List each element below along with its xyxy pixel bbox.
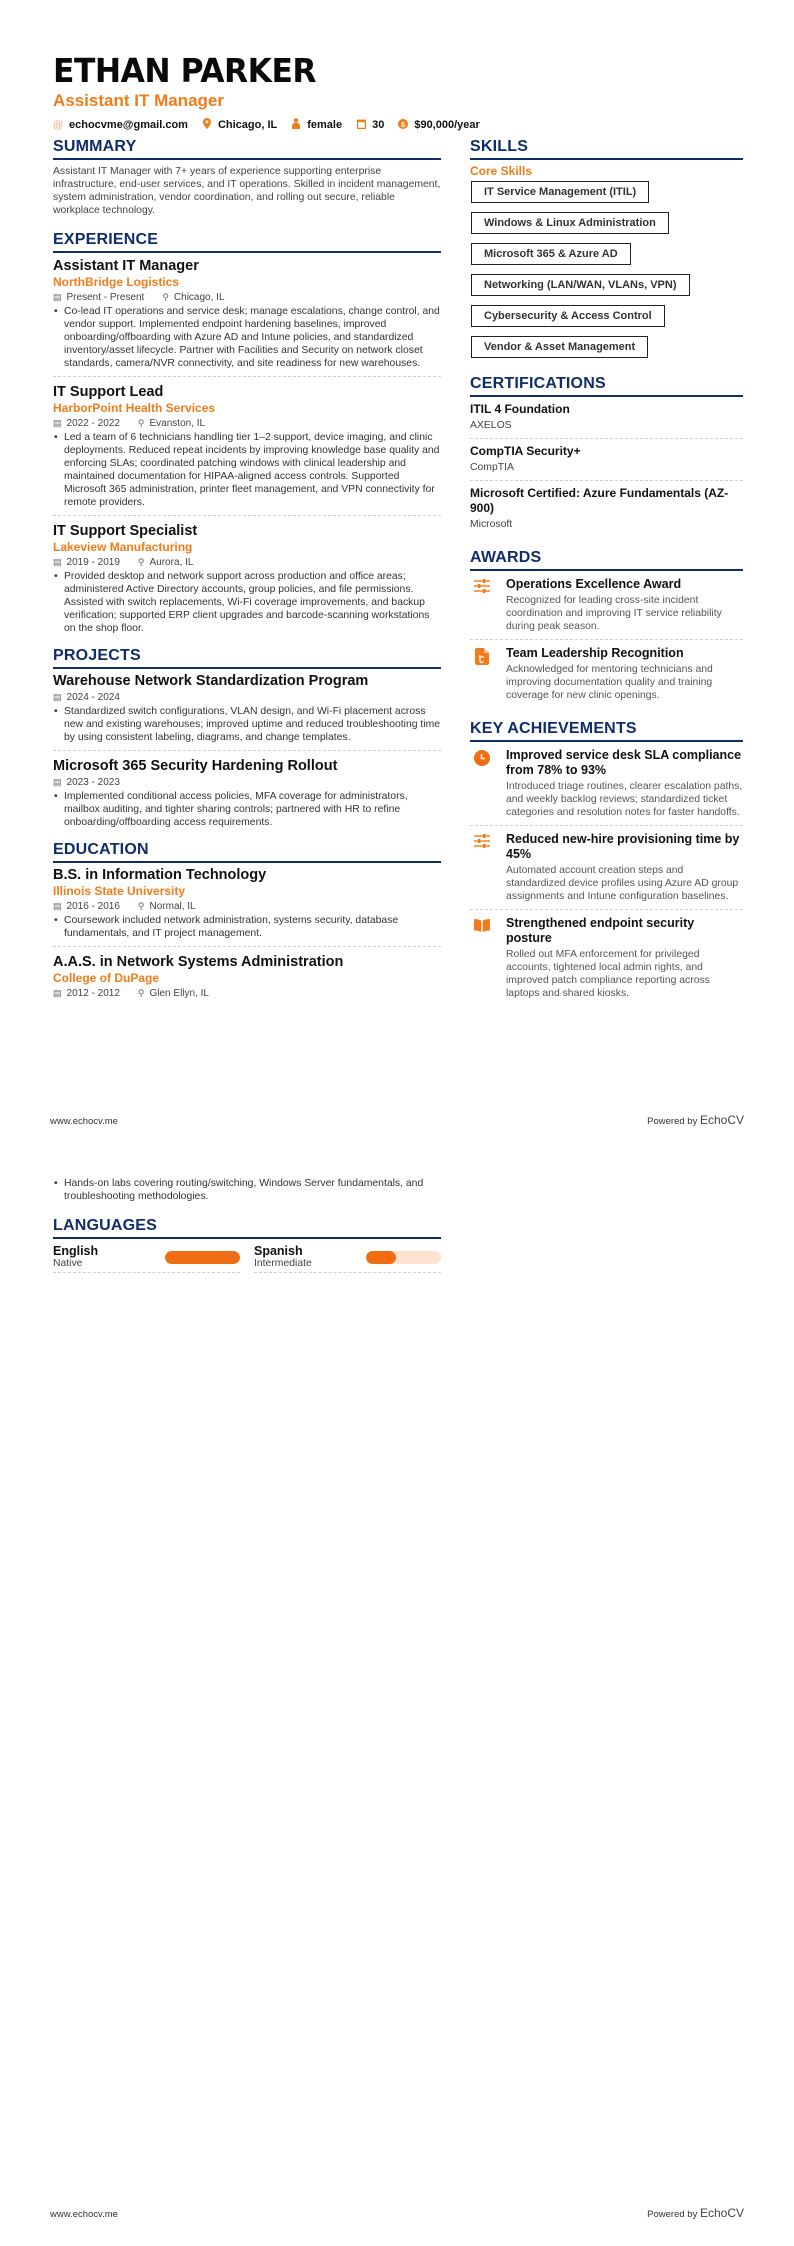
entry-title: A.A.S. in Network Systems Administration	[53, 954, 344, 970]
projects-heading: PROJECTS	[53, 647, 441, 669]
entry-title: IT Support Specialist	[53, 523, 198, 539]
entry-organization: NorthBridge Logistics	[53, 275, 180, 289]
resume-page-2	[0, 1150, 794, 2246]
calendar-icon: ▤	[53, 557, 62, 567]
entry-meta	[53, 417, 441, 430]
calendar-icon: ▤	[53, 418, 62, 428]
entry-dates: 2019 - 2019	[66, 557, 120, 568]
entry-organization: College of DuPage	[53, 971, 160, 985]
location-pin-icon: ⚲	[162, 292, 169, 302]
award-description: Acknowledged for mentoring technicians and improving documentation quality and training coverage for new clinic openings.	[506, 664, 713, 701]
entry-organization: HarborPoint Health Services	[53, 401, 216, 415]
achievement-description: Introduced triage routines, clearer escalation paths, and weekly backlog reviews; standardized ticket categories and resolution notes for faster handoffs.	[506, 781, 743, 818]
contact-age: 30	[356, 119, 384, 132]
skill-tag: IT Service Management (ITIL)	[471, 181, 649, 203]
award-title: Team Leadership Recognition	[506, 646, 684, 660]
language-entry	[254, 1244, 441, 1273]
book-icon	[470, 916, 494, 1000]
achievement-description: Automated account creation steps and standardized device profiles using Azure AD group assignments and Intune configuration baselines.	[506, 865, 739, 902]
bullet-item: • Standardized switch configurations, VLAN design, and Wi-Fi placement across new and existing warehouses; improved uptime and reduced troubleshooting time by using consistent labeling, diagrams, and change templates.	[53, 705, 441, 744]
certification-name: Microsoft Certified: Azure Fundamentals (AZ-900)	[470, 486, 729, 515]
achievement-title: Improved service desk SLA compliance from 78% to 93%	[506, 748, 742, 777]
achievement-entry	[470, 742, 743, 826]
experience-entry	[53, 377, 441, 516]
award-description: Recognized for leading cross-site incident coordination and improving IT service reliability during peak season.	[506, 595, 722, 632]
page-footer	[50, 1113, 744, 1127]
skill-tag: Networking (LAN/WAN, VLANs, VPN)	[471, 274, 690, 296]
certification-issuer: AXELOS	[470, 420, 512, 431]
person-icon	[291, 118, 301, 132]
footer-powered-by: Powered by EchoCV	[647, 2206, 744, 2220]
location-pin-icon: ⚲	[137, 901, 145, 911]
certification-entry	[470, 397, 743, 439]
language-proficiency-bar	[165, 1251, 240, 1264]
education-heading: EDUCATION	[53, 841, 441, 863]
right-column	[470, 138, 743, 1006]
entry-dates: 2012 - 2012	[66, 988, 120, 999]
achievement-title: Reduced new-hire provisioning time by 45%	[506, 832, 740, 861]
entry-bullets	[53, 914, 441, 940]
skill-tag: Windows & Linux Administration	[471, 212, 669, 234]
sliders-icon	[470, 577, 494, 633]
achievement-title: Strengthened endpoint security posture	[506, 916, 695, 945]
certification-name: CompTIA Security+	[470, 444, 581, 458]
skills-group-label: Core Skills	[470, 164, 533, 178]
footer-website[interactable]: www.echocv.me	[50, 2209, 118, 2220]
project-entry	[53, 751, 441, 835]
language-level: Native	[53, 1258, 83, 1269]
contact-gender: female	[291, 118, 342, 132]
entry-bullets	[53, 570, 441, 635]
summary-text: Assistant IT Manager with 7+ years of experience supporting enterprise infrastructure, end-user services, and IT operations. Skilled in incident management, system administration, vendor coordination, and rolling out secure, reliable workplace technology.	[53, 166, 441, 216]
candidate-title: Assistant IT Manager	[53, 91, 224, 110]
certification-issuer: Microsoft	[470, 519, 513, 530]
footer-powered-by: Powered by EchoCV	[647, 1113, 744, 1127]
entry-title: Microsoft 365 Security Hardening Rollout	[53, 758, 338, 774]
certification-name: ITIL 4 Foundation	[470, 402, 570, 416]
entry-bullets	[53, 305, 441, 370]
summary-section	[53, 138, 441, 217]
education-section	[53, 841, 441, 1006]
document-icon	[470, 646, 494, 702]
entry-organization: Illinois State University	[53, 884, 186, 898]
at-icon: @	[53, 119, 64, 131]
entry-dates: 2023 - 2023	[66, 777, 120, 788]
language-proficiency-bar	[366, 1251, 441, 1264]
calendar-icon: ▤	[53, 777, 62, 787]
entry-title: Assistant IT Manager	[53, 258, 199, 274]
language-name: Spanish	[254, 1244, 303, 1258]
certifications-section	[470, 375, 743, 537]
awards-section	[470, 549, 743, 708]
achievements-heading: KEY ACHIEVEMENTS	[470, 720, 743, 742]
experience-entry	[53, 516, 441, 641]
contact-email[interactable]: @ echocvme@gmail.com	[53, 119, 188, 131]
calendar-icon: ▤	[53, 292, 62, 302]
entry-location: Normal, IL	[149, 901, 196, 912]
entry-dates: 2022 - 2022	[66, 418, 120, 429]
achievement-entry	[470, 910, 743, 1006]
entry-title: B.S. in Information Technology	[53, 867, 267, 883]
languages-section	[53, 1217, 441, 1273]
bullet-item: • Provided desktop and network support across production and office areas; administered Active Directory accounts, group policies, and file permissions. Assisted with switch replacements, Wi-Fi coverage improvements, and backup verification; supported ERP client upgrades and barcode-scanning workstations on the shop floor.	[53, 570, 441, 635]
education-entry	[53, 947, 441, 1006]
calendar-icon	[356, 119, 366, 132]
bullet-item: • Hands-on labs covering routing/switching, Windows Server fundamentals, and troubleshooting methodologies.	[53, 1177, 441, 1203]
entry-location: Glen Ellyn, IL	[149, 988, 209, 999]
skill-tag: Microsoft 365 & Azure AD	[471, 243, 631, 265]
certification-issuer: CompTIA	[470, 462, 514, 473]
proficiency-fill	[165, 1251, 240, 1264]
footer-brand[interactable]: EchoCV	[699, 2206, 744, 2220]
entry-title: IT Support Lead	[53, 384, 164, 400]
achievements-section	[470, 720, 743, 1006]
projects-section	[53, 647, 441, 835]
entry-meta	[53, 900, 441, 913]
experience-section	[53, 231, 441, 641]
left-column	[53, 138, 441, 1006]
entry-bullets	[53, 1177, 441, 1203]
entry-dates: Present - Present	[66, 292, 145, 303]
entry-location: Chicago, IL	[173, 292, 225, 303]
calendar-icon: ▤	[53, 692, 62, 702]
skills-section	[470, 138, 743, 367]
entry-organization: Lakeview Manufacturing	[53, 540, 193, 554]
certification-entry	[470, 439, 743, 481]
skill-tag: Vendor & Asset Management	[471, 336, 648, 358]
award-title: Operations Excellence Award	[506, 577, 682, 591]
footer-brand[interactable]: EchoCV	[699, 1113, 744, 1127]
entry-meta	[53, 691, 441, 704]
clock-icon	[470, 748, 494, 819]
location-pin-icon: ⚲	[137, 988, 145, 998]
contact-location: Chicago, IL	[202, 118, 277, 132]
entry-meta	[53, 291, 441, 304]
left-column-continued	[53, 1176, 441, 1273]
footer-website[interactable]: www.echocv.me	[50, 1116, 118, 1127]
proficiency-fill	[366, 1251, 396, 1264]
sliders-icon	[470, 832, 494, 903]
award-entry	[470, 571, 743, 640]
entry-dates: 2024 - 2024	[66, 692, 120, 703]
certification-entry	[470, 481, 743, 537]
calendar-icon: ▤	[53, 901, 62, 911]
achievement-description: Rolled out MFA enforcement for privileged accounts, tightened local admin rights, and improved patch compliance reporting across laptops and shared kiosks.	[506, 949, 710, 999]
language-entry	[53, 1244, 240, 1273]
dollar-icon	[398, 119, 408, 132]
location-pin-icon	[202, 118, 212, 132]
entry-bullets	[53, 705, 441, 744]
entry-title: Warehouse Network Standardization Program	[53, 673, 369, 689]
entry-meta	[53, 987, 441, 1000]
experience-heading: EXPERIENCE	[53, 231, 441, 253]
entry-meta	[53, 776, 441, 789]
languages-list	[53, 1244, 441, 1273]
skill-tags	[470, 181, 743, 367]
bullet-item: • Coursework included network administration, systems security, database fundamentals, and IT project management.	[53, 914, 441, 940]
award-entry	[470, 640, 743, 708]
achievement-entry	[470, 826, 743, 910]
page-footer	[50, 2206, 744, 2220]
summary-heading: SUMMARY	[53, 138, 441, 160]
entry-dates: 2016 - 2016	[66, 901, 120, 912]
education-entry	[53, 863, 441, 947]
svg-text:$: $	[401, 119, 406, 129]
entry-location: Evanston, IL	[149, 418, 206, 429]
language-name: English	[53, 1244, 99, 1258]
entry-location: Aurora, IL	[149, 557, 194, 568]
bullet-item: • Led a team of 6 technicians handling tier 1–2 support, device imaging, and clinic deployments. Reduced repeat incidents by improving knowledge base quality and enforcing SLAs; coordinated patching windows with clinical leadership and maintained documentation for HIPAA-aligned access controls. Supported Microsoft 365 administration, printer fleet management, and VPN connectivity for remote providers.	[53, 431, 441, 509]
languages-heading: LANGUAGES	[53, 1217, 441, 1239]
location-pin-icon: ⚲	[137, 557, 145, 567]
certifications-heading: CERTIFICATIONS	[470, 375, 743, 397]
experience-entry	[53, 253, 441, 377]
project-entry	[53, 669, 441, 751]
resume-header	[53, 52, 480, 132]
location-pin-icon: ⚲	[137, 418, 145, 428]
candidate-name: ETHAN PARKER	[53, 51, 317, 90]
awards-heading: AWARDS	[470, 549, 743, 571]
contact-salary: $ $90,000/year	[398, 119, 479, 132]
calendar-icon: ▤	[53, 988, 62, 998]
language-level: Intermediate	[254, 1258, 312, 1269]
skills-heading: SKILLS	[470, 138, 743, 160]
entry-meta	[53, 556, 441, 569]
bullet-item: • Co-lead IT operations and service desk; manage escalations, change control, and vendor support. Implemented endpoint hardening baselines, improved onboarding/offboarding with Azure AD and Intune policies, and standardized inventory/asset lifecycle. Partner with Facilities and Security on network closet standards, camera/NVR connectivity, and site readiness for new warehouses.	[53, 305, 441, 370]
entry-bullets	[53, 431, 441, 509]
contact-bar	[53, 118, 480, 132]
skill-tag: Cybersecurity & Access Control	[471, 305, 665, 327]
bullet-item: • Implemented conditional access policies, MFA coverage for administrators, mailbox auditing, and tighter sharing controls; partnered with HR to refine onboarding/offboarding access requirements.	[53, 790, 441, 829]
entry-bullets	[53, 790, 441, 829]
